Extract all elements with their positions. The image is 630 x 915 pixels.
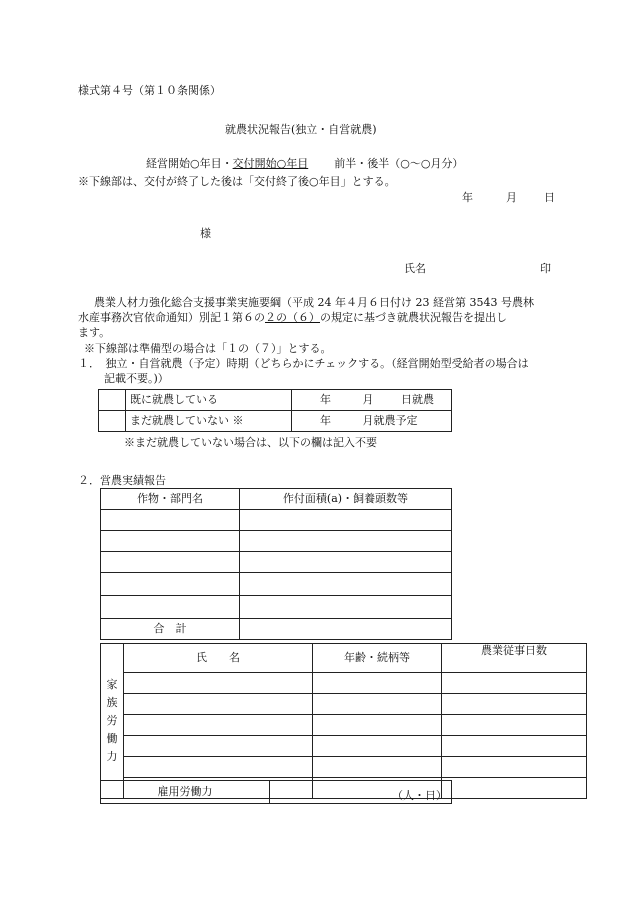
hired-labor-label: 雇用労働力 bbox=[101, 781, 270, 804]
days-cell[interactable] bbox=[442, 715, 587, 736]
month-plan-label: 月就農予定 bbox=[362, 414, 418, 427]
days-cell[interactable] bbox=[442, 694, 587, 715]
name-cell[interactable] bbox=[124, 715, 313, 736]
table-row bbox=[99, 390, 452, 411]
family-age-header: 年齢・続柄等 bbox=[313, 644, 442, 673]
date-cell bbox=[292, 411, 452, 432]
age-cell[interactable] bbox=[313, 715, 442, 736]
crop-col-header: 作物・部門名 bbox=[101, 489, 240, 510]
days-cell[interactable] bbox=[442, 778, 587, 799]
area-cell[interactable] bbox=[240, 510, 452, 531]
name-cell[interactable] bbox=[124, 694, 313, 715]
crop-cell[interactable] bbox=[101, 596, 240, 619]
total-value-cell[interactable] bbox=[240, 619, 452, 640]
crop-cell[interactable] bbox=[101, 573, 240, 596]
area-cell[interactable] bbox=[240, 573, 452, 596]
note-underline-1: ※下線部は、交付が終了した後は「交付終了後○年目」とする。 bbox=[78, 175, 396, 188]
period-suffix: 前半・後半（○～○月分） bbox=[334, 157, 464, 170]
name-cell[interactable] bbox=[124, 673, 313, 694]
body-line-2 bbox=[78, 311, 507, 325]
table-row bbox=[101, 531, 452, 552]
name-cell[interactable] bbox=[124, 736, 313, 757]
side-char: 働 bbox=[106, 732, 118, 745]
table-row bbox=[101, 715, 587, 736]
body-line-3: ます。 bbox=[78, 326, 111, 339]
section1-heading-cont: 記載不要。)） bbox=[104, 372, 169, 385]
area-col-header: 作付面積(a)・飼養頭数等 bbox=[240, 489, 452, 510]
checkbox-cell[interactable] bbox=[99, 411, 126, 432]
side-char: 族 bbox=[106, 696, 118, 709]
hired-labor-unit: （人・日） bbox=[392, 789, 447, 802]
hired-labor-value[interactable] bbox=[270, 781, 452, 804]
date-year: 年 bbox=[462, 191, 473, 204]
page-title: 就農状況報告(独立・自営就農) bbox=[225, 123, 377, 136]
body-line-2-underlined: ２の（６） bbox=[265, 311, 320, 324]
crop-table bbox=[100, 488, 452, 640]
table-row bbox=[101, 552, 452, 573]
crop-cell[interactable] bbox=[101, 552, 240, 573]
age-cell[interactable] bbox=[313, 673, 442, 694]
status-label: 既に就農している bbox=[126, 390, 292, 411]
age-cell[interactable] bbox=[313, 694, 442, 715]
family-labor-side-label bbox=[101, 644, 124, 799]
area-cell[interactable] bbox=[240, 531, 452, 552]
family-labor-table bbox=[100, 643, 587, 799]
signer-name-label: 氏名 bbox=[404, 262, 426, 275]
table-row bbox=[101, 510, 452, 531]
period-prefix: 経営開始○年目・ bbox=[146, 157, 233, 170]
family-name-header: 氏 名 bbox=[124, 644, 313, 673]
table-row bbox=[101, 673, 587, 694]
body-line-2-prefix: 水産事務次官依命通知）別記１第６の bbox=[78, 311, 265, 324]
year-label: 年 bbox=[320, 393, 331, 406]
section2-heading: ２．営農実績報告 bbox=[78, 474, 166, 487]
hired-labor-table bbox=[100, 780, 452, 804]
month-label: 月 bbox=[362, 393, 374, 406]
reporting-period bbox=[146, 157, 463, 171]
days-cell[interactable] bbox=[442, 757, 587, 778]
age-cell[interactable] bbox=[313, 757, 442, 778]
addressee-suffix: 様 bbox=[200, 227, 211, 240]
day-label: 日就農 bbox=[401, 393, 434, 406]
family-header-row bbox=[101, 644, 587, 673]
table-row bbox=[101, 757, 587, 778]
days-cell[interactable] bbox=[442, 673, 587, 694]
checkbox-cell[interactable] bbox=[99, 390, 126, 411]
seal-mark: 印 bbox=[540, 262, 551, 275]
side-char: 力 bbox=[106, 750, 118, 763]
year-label: 年 bbox=[320, 414, 331, 427]
area-cell[interactable] bbox=[240, 596, 452, 619]
crop-header-row bbox=[101, 489, 452, 510]
side-char: 労 bbox=[106, 714, 118, 727]
area-cell[interactable] bbox=[240, 552, 452, 573]
crop-cell[interactable] bbox=[101, 510, 240, 531]
form-number: 様式第４号（第１０条関係） bbox=[78, 84, 221, 97]
table-row bbox=[101, 596, 452, 619]
total-label: 合 計 bbox=[101, 619, 240, 640]
date-day: 日 bbox=[544, 191, 555, 204]
status-label: まだ就農していない ※ bbox=[126, 411, 292, 432]
table-row bbox=[101, 694, 587, 715]
age-cell[interactable] bbox=[313, 736, 442, 757]
table-row bbox=[101, 736, 587, 757]
body-line-1: 農業人材力強化総合支援事業実施要綱（平成 24 年４月６日付け 23 経営第 3543 号農林 bbox=[94, 296, 534, 309]
table-row bbox=[101, 573, 452, 596]
date-month: 月 bbox=[506, 191, 517, 204]
farming-start-table bbox=[98, 389, 452, 432]
family-days-header: 農業従事日数 bbox=[442, 644, 587, 673]
total-row bbox=[101, 619, 452, 640]
section1-heading: １． 独立・自営就農（予定）時期（どちらかにチェックする。（経営開始型受給者の場合は bbox=[78, 357, 529, 370]
days-cell[interactable] bbox=[442, 736, 587, 757]
section1-note: ※まだ就農していない場合は、以下の欄は記入不要 bbox=[124, 436, 377, 449]
side-char: 家 bbox=[106, 678, 118, 691]
table-row bbox=[99, 411, 452, 432]
note-underline-2: ※下線部は準備型の場合は「１の（７）」とする。 bbox=[84, 342, 332, 355]
period-underlined: 交付開始○年目 bbox=[232, 157, 309, 170]
crop-cell[interactable] bbox=[101, 531, 240, 552]
name-cell[interactable] bbox=[124, 757, 313, 778]
date-cell bbox=[292, 390, 452, 411]
body-line-2-suffix: の規定に基づき就農状況報告を提出し bbox=[320, 311, 507, 324]
hired-labor-row bbox=[101, 781, 452, 804]
